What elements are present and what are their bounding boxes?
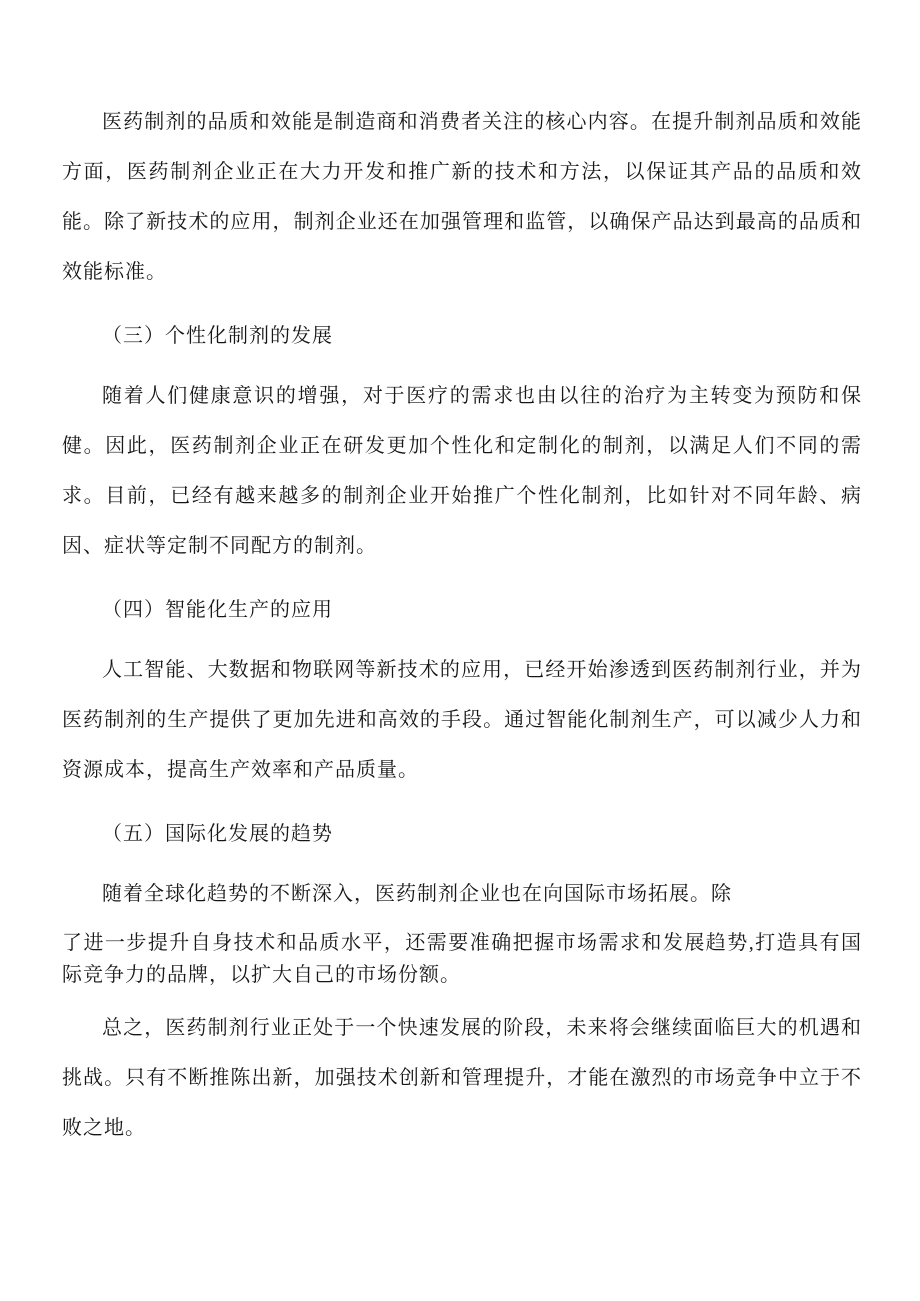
- body-paragraph-conclusion: 总之，医药制剂行业正处于一个快速发展的阶段，未来将会继续面临巨大的机遇和挑战。只有不断推陈出新，加强技术创新和管理提升，才能在激烈的市场竞争中立于不败之地。: [62, 1017, 862, 1139]
- body-paragraph-globalization-tight: 了进一步提升自身技术和品质水平，还需要准确把握市场需求和发展趋势,打造具有国际竞争力的品牌，以扩大自己的市场份额。: [62, 932, 862, 986]
- body-paragraph-personalized: 随着人们健康意识的增强，对于医疗的需求也由以往的治疗为主转变为预防和保健。因此，医药制剂企业正在研发更加个性化和定制化的制剂，以满足人们不同的需求。目前，已经有越来越多的制剂企业开始推广个性化制剂，比如针对不同年龄、病因、症状等定制不同配方的制剂。: [62, 385, 862, 557]
- body-paragraph-globalization-lead: 随着全球化趋势的不断深入，医药制剂企业也在向国际市场拓展。除: [102, 883, 732, 905]
- section-heading-4-smart-production: （四）智能化生产的应用: [102, 599, 333, 621]
- body-paragraph-quality: 医药制剂的品质和效能是制造商和消费者关注的核心内容。在提升制剂品质和效能方面，医药制剂企业正在大力开发和推广新的技术和方法，以保证其产品的品质和效能。除了新技术的应用，制剂企业还在加强管理和监管，以确保产品达到最高的品质和效能标准。: [62, 111, 862, 283]
- section-heading-5-internationalization: （五）国际化发展的趋势: [102, 823, 333, 845]
- section-heading-3-personalized: （三）个性化制剂的发展: [102, 325, 333, 347]
- body-paragraph-smart-production: 人工智能、大数据和物联网等新技术的应用，已经开始渗透到医药制剂行业，并为医药制剂的生产提供了更加先进和高效的手段。通过智能化制剂生产，可以减少人力和资源成本，提高生产效率和产品质量。: [62, 659, 862, 781]
